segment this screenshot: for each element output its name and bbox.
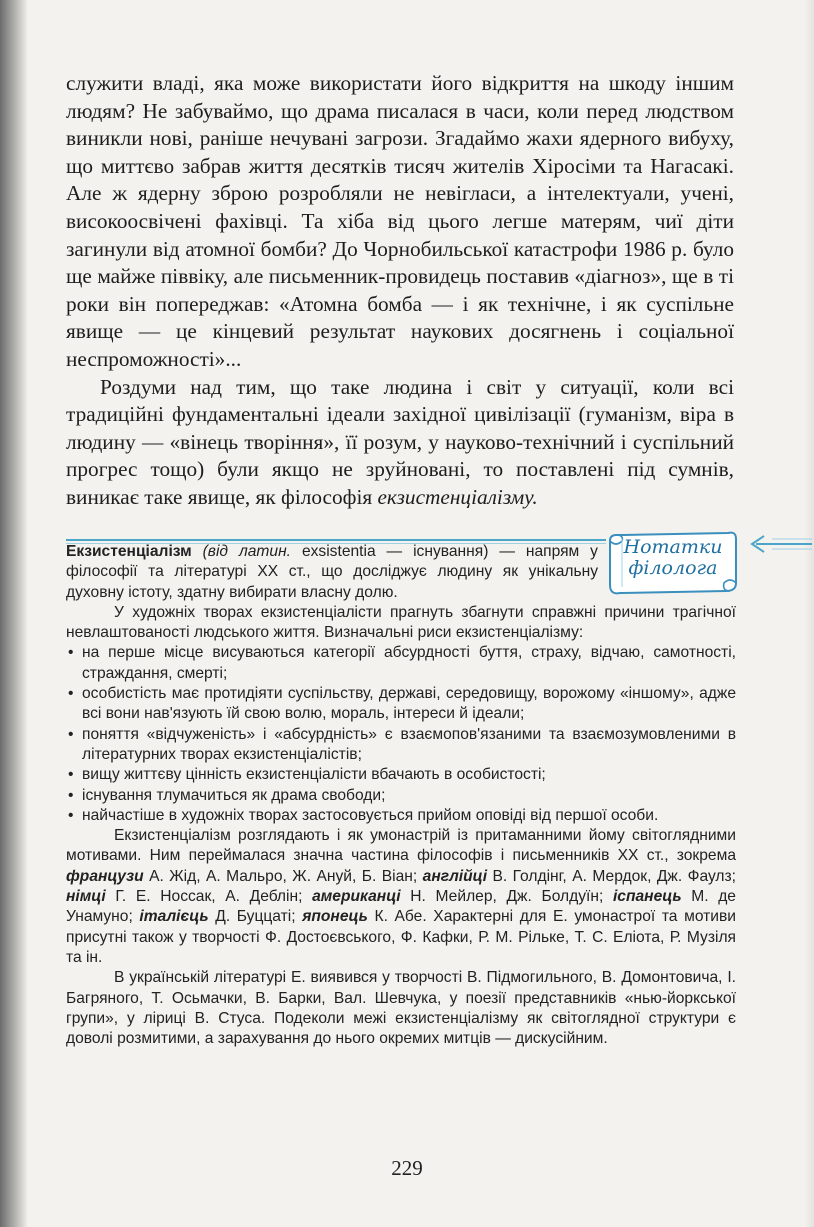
author-names: Д. Буццаті; xyxy=(208,908,303,926)
book-spine-shadow xyxy=(0,0,28,1227)
nationality-label: іспанець xyxy=(612,888,682,906)
nationality-label: французи xyxy=(66,867,144,885)
notes-intro: У художніх творах екзистенціалісти прагнуть збагнути справжні причини трагічної невлаштованості людського життя. Визначальні риси екзистенціалізму: xyxy=(66,603,736,642)
page-number: 229 xyxy=(391,1156,423,1180)
nationality-label: німці xyxy=(66,888,106,906)
nationality-label: італієць xyxy=(139,908,209,926)
definition-term: Екзистенціалізм xyxy=(66,543,192,560)
list-item: • особистість має протидіяти суспільству, державі, середовищу, ворожому «іншому», адже всі вони нав'язують їй свою волю, мораль, інтереси й ідеали; xyxy=(66,684,736,725)
nationality-label: американці xyxy=(312,888,401,906)
list-item: • поняття «відчуженість» і «абсурдність» є взаємопов'язаними та взаємозумовленими в літературних творах екзистенціалістів; xyxy=(66,725,736,766)
author-names: К. Абе. Характерні для Е. умонастрої та мотиви присутні також у творчості Ф. Достоєвського, Ф. Кафки, Р. М. Рільке, Т. С. Еліота, Р. Музіля та ін. xyxy=(66,908,736,966)
paragraph-2 xyxy=(66,374,734,512)
list-item: • вищу життєву цінність екзистенціалісти вбачають в особистості; xyxy=(66,765,736,785)
authors-intro: Екзистенціалізм розглядають і як умонастрій із притаманними йому світоглядними мотивами. Ним переймалася значна частина філософів і письменників ХХ ст., зокрема xyxy=(66,827,736,865)
main-text xyxy=(66,70,734,512)
definition-text: exsistentia — існування) — напрям у філософії та літературі ХХ ст., що досліджує людину як унікальну духовну істоту, здатну вибирати власну долю. xyxy=(66,543,598,601)
list-item: • на перше місце висуваються категорії абсурдності буття, страху, відчаю, самотності, страждання, смерті; xyxy=(66,643,736,684)
ukrainian-paragraph: В українській літературі Е. виявився у творчості В. Підмогильного, В. Домонтовича, І. Багряного, Т. Осьмачки, В. Барки, Вал. Шевчука, у поезії представників «нью-йоркської групи», у ліриці В. Стуса. Подеколи межі екзистенціалізму як світоглядної структури є доволі розмитими, а зарахування до нього окремих митців — дискусійним. xyxy=(66,969,736,1048)
divider-line xyxy=(66,539,606,541)
notes-block xyxy=(66,542,736,1049)
nationality-label: англійці xyxy=(422,867,488,885)
nationality-label: японець xyxy=(302,908,368,926)
author-names: Н. Мейлер, Дж. Болдуїн; xyxy=(400,888,613,906)
list-item: • найчастіше в художніх творах застосовується прийом оповіді від першої особи. xyxy=(66,806,736,826)
authors-paragraph xyxy=(66,826,736,968)
notes-badge-line1: Нотатки xyxy=(623,536,723,558)
arrow-left-icon xyxy=(742,529,812,559)
author-names: А. Жід, А. Мальро, Ж. Ануй, Б. Віан; xyxy=(143,867,423,885)
paragraph-2-term: екзистенціалізму. xyxy=(377,484,538,509)
notes-badge-line2: філолога xyxy=(628,557,718,579)
author-names: В. Голдінг, А. Мердок, Дж. Фаулз; xyxy=(487,867,737,885)
features-list xyxy=(66,643,736,826)
paragraph-2-text: Роздуми над тим, що таке людина і світ у ситуації, коли всі традиційні фундаментальні ідеали західної цивілізації (гуманізм, віра в людину — «вінець творіння», її розум, у науково-технічний і суспільний прогрес тощо) були якщо не зруйновані, то поставлені під сумнів, виникає таке явище, як філософія xyxy=(66,374,734,509)
paragraph-1: служити владі, яка може використати його відкриття на шкоду іншим людям? Не забуваймо, що драма писалася в часи, коли перед людством виникли нові, раніше нечувані загрози. Згадаймо жахи ядерного вибуху, що миттєво забрав життя десятків тисяч жителів Хіросіми та Нагасакі. Але ж ядерну зброю розробляли не невігласи, а інтелектуали, учені, високоосвічені фахівці. Та хіба від цього легше матерям, чиї діти загинули від атомної бомби? До Чорнобильської катастрофи 1986 р. було ще майже піввіку, але письменник-провидець поставив «діагноз», ще в ті роки він попереджав: «Атомна бомба — і як технічне, і як суспільне явище — це кінцевий результат наукових досягнень і соціальної неспроможності»... xyxy=(66,71,734,371)
author-names: М. де Унамуно; xyxy=(66,888,736,926)
author-names: Г. Е. Носсак, А. Деблін; xyxy=(105,888,313,906)
definition-origin: (від латин. xyxy=(202,543,292,560)
definition xyxy=(66,542,598,603)
list-item: • існування тлумачиться як драма свободи; xyxy=(66,786,736,806)
